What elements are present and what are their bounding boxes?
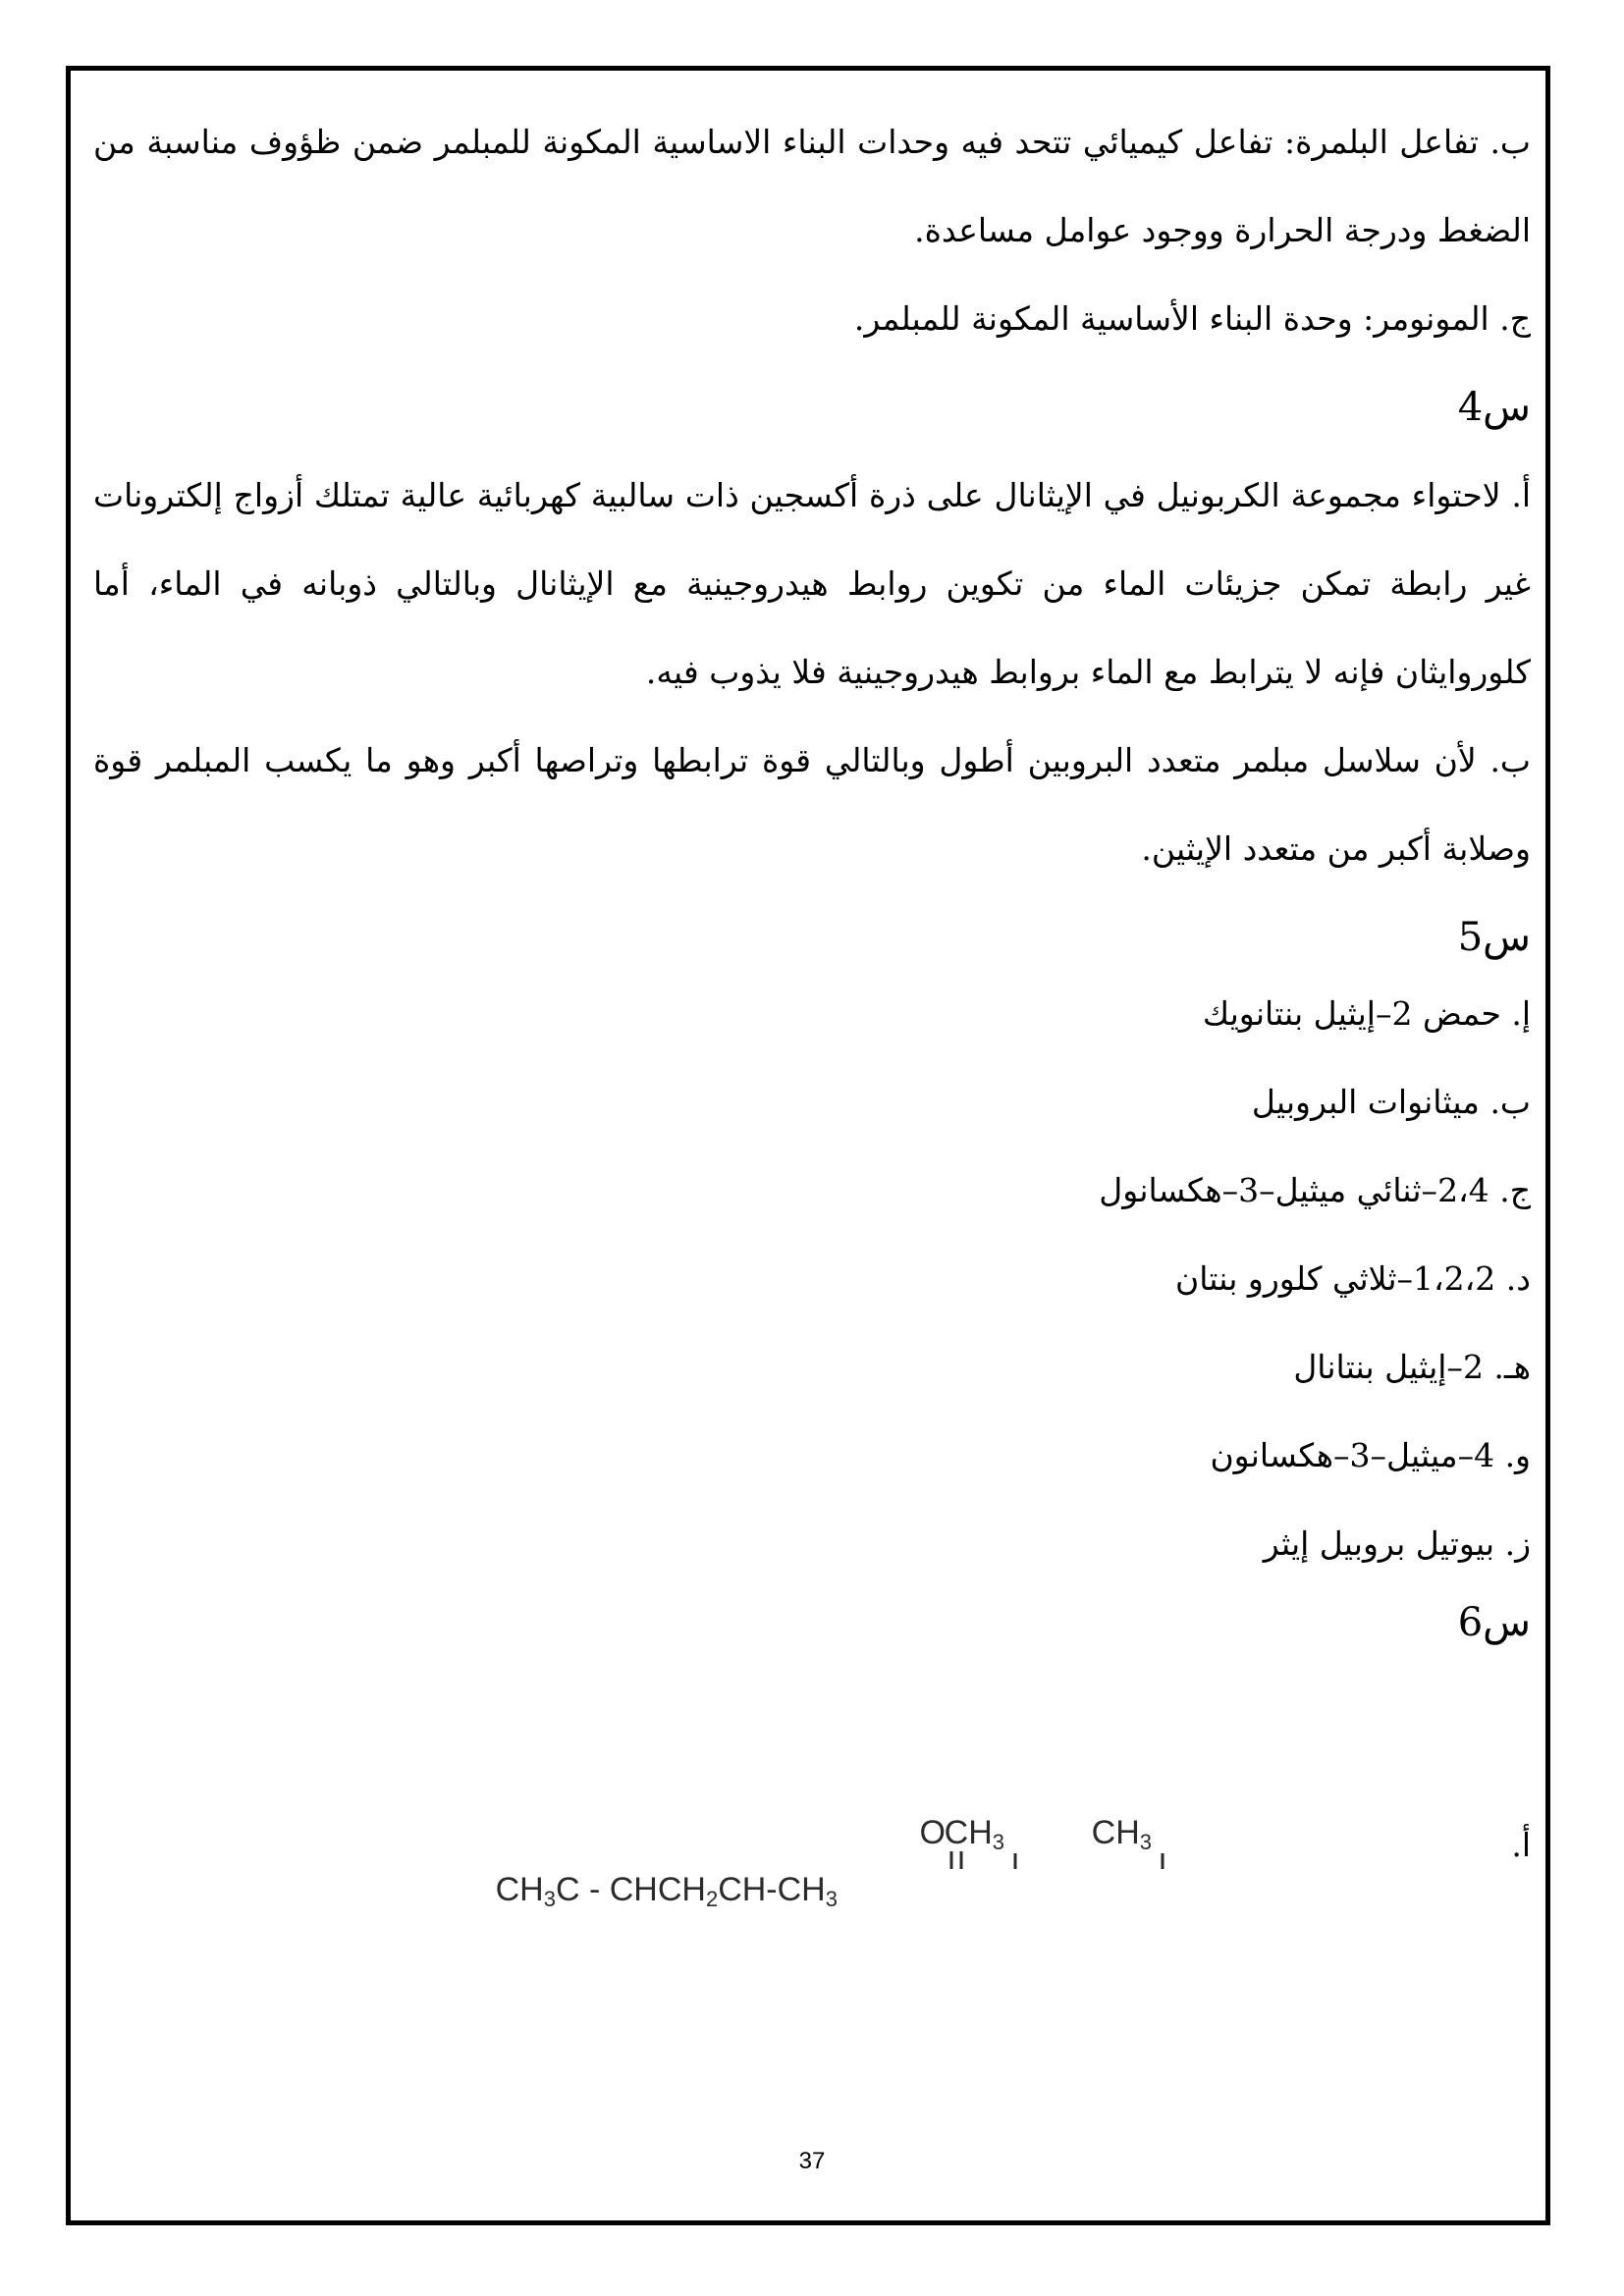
answer-5-item: و. 4–ميثيل–3–هكسانون <box>1210 1436 1531 1474</box>
answer-5-item: د. 1،2،2–ثلاثي كلورو بنتان <box>1175 1259 1531 1298</box>
structural-formula <box>495 1806 1348 1924</box>
answer-5-item: إ. حمض 2–إيثيل بنتانويك <box>1202 994 1531 1033</box>
answer-5-item: ز. بيوتيل بروبيل إيثر <box>1263 1524 1531 1563</box>
question-4-heading: س4 <box>1457 385 1531 430</box>
formula-main-chain: CH3C - CHCH2CH-CH3 <box>495 1871 838 1911</box>
question-6-heading: س6 <box>1457 1600 1531 1645</box>
answer-b-polymerization: ب. تفاعل البلمرة: تفاعل كيميائي تتحد فيه وحدات البناء الاساسية المكونة للمبلمر ضمن ظؤوف مناسبة من الضغط ودرجة الحرارة ووجود عوامل مساعدة. <box>93 123 1531 249</box>
page-number: 37 <box>798 2148 826 2174</box>
formula-branch-1: CH3 <box>944 1814 1004 1854</box>
question-6a-row <box>93 1806 1531 1934</box>
formula-branch-2: CH3 <box>1091 1814 1152 1854</box>
answer-4b: ب. لأن سلاسل مبلمر متعدد البروبين أطول وبالتالي قوة ترابطها وتراصها أكبر وهو ما يكسب المبلمر قوة وصلابة أكبر من متعدد الإيثين. <box>93 741 1531 868</box>
answer-5-item: ج. 2،4–ثنائي ميثيل–3–هكسانول <box>1099 1171 1531 1209</box>
answer-6a-label: أ. <box>1511 1826 1531 1864</box>
page-content <box>93 98 1531 1647</box>
answer-c-monomer: ج. المونومر: وحدة البناء الأساسية المكونة للمبلمر. <box>853 299 1531 338</box>
formula-oxygen: O <box>919 1814 946 1851</box>
question-5-heading: س5 <box>1457 915 1531 960</box>
answer-4a: أ. لاحتواء مجموعة الكربونيل في الإيثانال على ذرة أكسجين ذات سالبية كهربائية عالية تمتلك أزواج إلكترونات غير رابطة تمكن جزيئات الماء من تكوين روابط هيدروجينية مع الإيثانال وبالتالي ذوبانه في الماء، أما كلوروايثان فإنه لا يترابط مع الماء بروابط هيدروجينية فلا يذوب فيه. <box>93 476 1531 691</box>
answer-5-item: هـ. 2–إيثيل بنتانال <box>1293 1348 1531 1386</box>
answer-5-item: ب. ميثانوات البروبيل <box>1251 1083 1531 1121</box>
